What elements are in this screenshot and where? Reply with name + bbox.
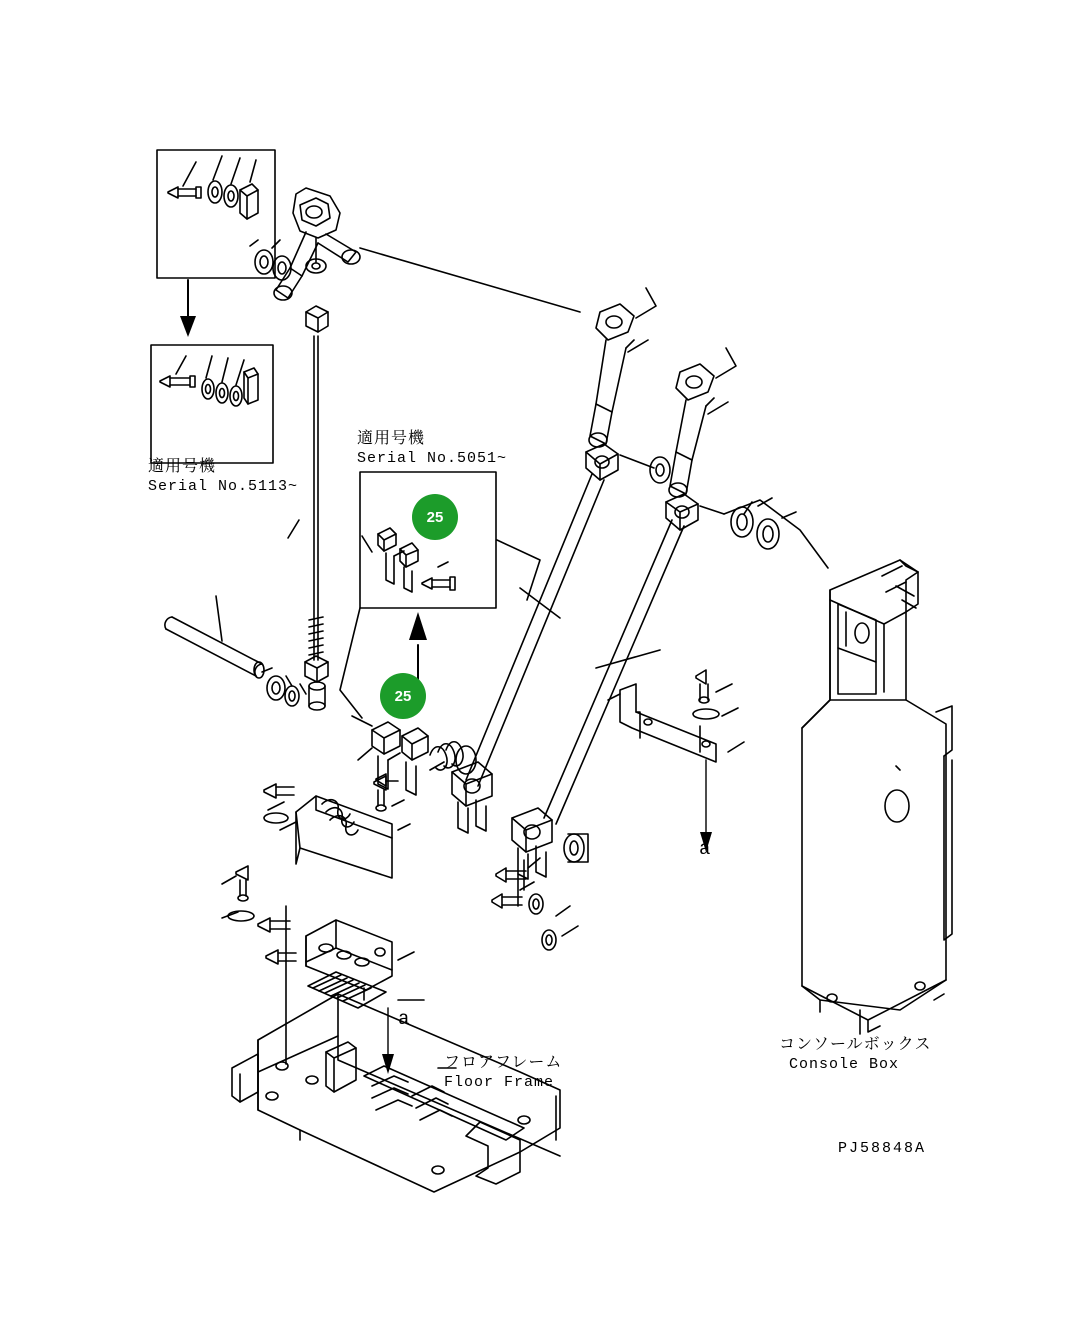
label-floor-frame-en: Floor Frame xyxy=(444,1074,555,1091)
label-floor-frame-jp: フロアフレーム xyxy=(444,1052,563,1071)
section-mark-right: a xyxy=(699,838,711,860)
label-console-box-en: Console Box xyxy=(789,1056,900,1073)
label-serial-5113-jp: 適用号機 xyxy=(148,456,217,475)
label-serial-5051-jp: 適用号機 xyxy=(357,428,426,447)
callout-25-lower[interactable] xyxy=(380,673,426,719)
callout-25-lower-number: 25 xyxy=(394,687,412,705)
label-serial-5051-en: Serial No.5051~ xyxy=(357,450,508,467)
callout-25-upper-number: 25 xyxy=(426,508,444,526)
section-mark-left: a xyxy=(398,1008,410,1030)
label-console-box-jp: コンソールボックス xyxy=(779,1034,932,1053)
label-serial-5113-en: Serial No.5113~ xyxy=(148,478,299,495)
callout-25-upper[interactable] xyxy=(412,494,458,540)
figure-code: PJ58848A xyxy=(838,1140,927,1157)
